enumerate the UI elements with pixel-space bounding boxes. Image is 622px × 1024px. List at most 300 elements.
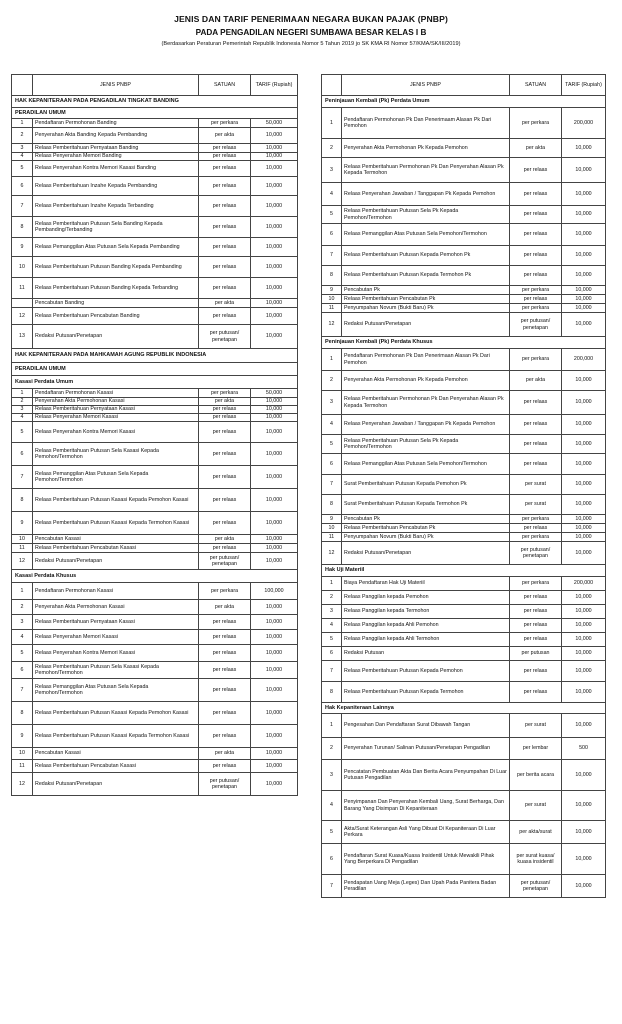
row-tarif: 10,000 [562,435,606,454]
table-row [12,196,298,217]
row-number: 9 [12,725,33,748]
row-tarif: 10,000 [562,875,606,898]
row-number: 2 [12,600,33,615]
section-row [12,349,298,363]
row-number: 3 [322,605,342,619]
row-satuan: per putusan/ penetapan [199,773,251,796]
row-number: 6 [12,662,33,679]
section-title: Hak Kepaniteraan Lainnya [322,703,606,714]
row-satuan: per relaas [199,257,251,278]
row-jenis: Relaas Penyerahan Jawaban / Tanggapan Pk Kepada Pemohon [342,183,510,206]
row-tarif: 10,000 [251,238,298,257]
row-satuan: per akta [510,139,562,158]
row-satuan: per relaas [199,196,251,217]
row-tarif: 10,000 [562,415,606,435]
left-tariff-table [11,74,297,796]
row-number: 6 [322,844,342,875]
table-row [322,619,606,633]
row-jenis: Relaas Penyerahan Kontra Memori Kasasi Banding [33,161,199,177]
row-jenis: Pencatatan Pembuatan Akta Dan Berita Acara Penyumpahan Di Luar Putusan Pengadilan [342,760,510,791]
row-jenis: Penyerahan Turunan/ Salinan Putusan/Penetapan Pengadilan [342,738,510,760]
row-tarif: 10,000 [251,760,298,773]
row-jenis: Relaas Pemberitahuan Putusan Banding Kepada Pembanding [33,257,199,278]
section-title: HAK KEPANITERAAN PADA MAHKAMAH AGUNG REPUBLIK INDONESIA [12,349,298,363]
row-tarif: 10,000 [562,371,606,391]
row-jenis: Relaas Pemberitahuan Pencabutan Kasasi [33,544,199,553]
row-jenis: Relaas Penyerahan Memori Kasasi [33,630,199,645]
row-satuan: per relaas [199,662,251,679]
row-jenis: Penyimpanan Dan Penyerahan Kembali Uang, Surat Berharga, Dan Barang Yang Disimpan Di Kepaniteraan [342,791,510,821]
row-satuan: per perkara [510,515,562,524]
header-tarif: TARIF (Rupiah) [251,75,298,96]
row-tarif: 10,000 [251,773,298,796]
row-jenis: Relaas Pemberitahuan Putusan Kepada Termohon [342,682,510,703]
row-jenis: Pendaftaran Permohonan Pk Dan Penerimaam Alasan Pk Dari Pemohon [342,108,510,139]
row-tarif: 10,000 [251,553,298,570]
row-tarif: 10,000 [251,325,298,349]
row-number: 3 [12,144,33,153]
row-number: 3 [12,615,33,630]
row-jenis: Relaas Pemberitahuan Putusan Sela Pk Kepada Pemohon/Termohon [342,435,510,454]
row-jenis: Relaas Pemanggilan Atas Putusan Sela Kepada Pembanding [33,238,199,257]
row-jenis: Relaas Pemberitahuan Pencabutan Pk [342,295,510,304]
row-number: 2 [322,738,342,760]
row-tarif: 10,000 [562,475,606,495]
row-tarif: 50,000 [251,389,298,398]
row-number: 3 [322,760,342,791]
row-jenis: Redaksi Putusan/Penetapan [342,313,510,337]
document-title: JENIS DAN TARIF PENERIMAAN NEGARA BUKAN PAJAK (PNBP) [174,14,448,24]
table-row [322,533,606,542]
row-jenis: Penyerahan Akta Permohonan Kasasi [33,398,199,406]
row-number: 2 [12,128,33,144]
document-legal-basis: (Berdasarkan Peraturan Pemerintah Republik Indonesia Nomor 5 Tahun 2019 jo SK KMA RI Nomor 57/KMA/SK/III/2019) [161,41,461,47]
row-tarif: 10,000 [251,153,298,161]
table-row [322,266,606,286]
section-title: Hak Uji Materiil [322,565,606,577]
row-jenis: Relaas Pemberitahuan Putusan Sela Kasasi Kepada Pemohon/Termohon [33,662,199,679]
header-no [12,75,33,96]
row-satuan: per relaas [510,682,562,703]
row-number: 7 [322,475,342,495]
row-satuan: per relaas [199,760,251,773]
row-satuan: per relaas [199,278,251,299]
row-number: 12 [12,773,33,796]
row-tarif: 10,000 [562,313,606,337]
row-number: 2 [12,398,33,406]
row-tarif: 10,000 [562,821,606,844]
row-number: 9 [12,512,33,535]
table-row [12,630,298,645]
row-tarif: 10,000 [562,391,606,415]
row-number: 4 [322,415,342,435]
table-row [12,257,298,278]
row-satuan: per relaas [510,246,562,266]
row-tarif: 10,000 [562,206,606,224]
row-satuan: per relaas [199,422,251,443]
row-tarif: 10,000 [562,224,606,246]
row-tarif: 10,000 [251,299,298,308]
document-court-title: PADA PENGADILAN NEGERI SUMBAWA BESAR KELAS I B [195,28,427,37]
row-satuan: per perkara [510,349,562,371]
row-jenis: Relaas Penyerahan Memori Kasasi [33,414,199,422]
right-tariff-table [321,74,605,898]
table-row [322,286,606,295]
row-satuan: per relaas [510,524,562,533]
row-satuan: per lembar [510,738,562,760]
row-jenis: Pencabutan Kasasi [33,748,199,760]
row-number: 7 [12,196,33,217]
row-satuan: per relaas [199,615,251,630]
table-row [322,495,606,515]
row-number: 6 [322,647,342,661]
row-tarif: 10,000 [251,422,298,443]
section-row [12,376,298,389]
row-jenis: Pendapatan Uang Meja (Leges) Dan Upah Pada Panitera Badan Peradilan [342,875,510,898]
row-tarif: 10,000 [562,515,606,524]
row-number: 12 [12,553,33,570]
table-row [12,177,298,196]
row-number: 5 [322,821,342,844]
row-jenis: Pendaftaran Permohonan Pk Dan Penerimaan Alasan Pk Dari Pemohon [342,349,510,371]
row-number: 8 [322,682,342,703]
row-number: 6 [322,224,342,246]
row-satuan: per relaas [510,661,562,682]
table-row [12,389,298,398]
row-jenis: Relaas Pemberitahuan Putusan Kasasi Kepada Pemohon Kasasi [33,489,199,512]
row-number: 10 [12,535,33,544]
table-row [12,308,298,325]
row-jenis: Pendaftaran Permohonan Banding [33,119,199,128]
table-row [322,454,606,475]
row-satuan: per putusan/ penetapan [510,542,562,565]
row-number: 5 [12,422,33,443]
row-satuan: per relaas [510,224,562,246]
row-tarif: 10,000 [251,600,298,615]
row-jenis: Relaas Pemberitahuan Putusan Kepada Pemohon Pk [342,246,510,266]
table-row [322,313,606,337]
row-jenis: Relaas Panggilan kepada Ahli Termohon [342,633,510,647]
row-satuan: per relaas [199,238,251,257]
row-tarif: 10,000 [251,725,298,748]
row-tarif: 10,000 [251,217,298,238]
section-title: PERADILAN UMUM [12,363,298,376]
row-tarif: 10,000 [562,295,606,304]
table-row [12,725,298,748]
row-jenis: Relaas Pemberitahuan Pencabutan Pk [342,524,510,533]
row-satuan: per surat kuasa/ kuasa insidentil [510,844,562,875]
row-satuan: per relaas [199,308,251,325]
row-number: 4 [322,183,342,206]
row-jenis: Relaas Pemberitahuan Permohonan Pk Dan Penyerahan Alasan Pk Kepada Termohon [342,391,510,415]
row-satuan: per relaas [199,217,251,238]
row-satuan: per relaas [510,295,562,304]
row-jenis: Penyerahan Akta Permohonan Pk Kepada Pemohon [342,371,510,391]
row-tarif: 10,000 [251,512,298,535]
table-row [12,702,298,725]
row-tarif: 10,000 [562,844,606,875]
row-jenis: Relaas Pemberitahuan Putusan Sela Kasasi Kepada Pemohon/Termohon [33,443,199,466]
row-number: 4 [12,630,33,645]
header-satuan: SATUAN [199,75,251,96]
table-row [12,544,298,553]
row-number: 4 [12,414,33,422]
row-jenis: Relaas Pemberitahuan Putusan Banding Kepada Terbanding [33,278,199,299]
section-row [322,565,606,577]
row-number: 10 [12,748,33,760]
row-tarif: 10,000 [562,760,606,791]
row-tarif: 10,000 [562,542,606,565]
row-satuan: per relaas [510,619,562,633]
row-satuan: per perkara [510,533,562,542]
row-jenis: Relaas Pemberitahuan Pernyataan Banding [33,144,199,153]
row-tarif: 10,000 [251,662,298,679]
table-row [12,414,298,422]
table-row [12,422,298,443]
table-row [322,633,606,647]
table-row [12,600,298,615]
row-satuan: per relaas [199,406,251,414]
row-satuan: per relaas [510,454,562,475]
row-tarif: 10,000 [562,605,606,619]
table-row [12,325,298,349]
row-tarif: 10,000 [251,161,298,177]
table-row [12,278,298,299]
row-satuan: per putusan/ penetapan [510,313,562,337]
table-row [322,591,606,605]
row-jenis: Pencabutan Pk [342,515,510,524]
row-satuan: per relaas [199,161,251,177]
row-jenis: Surat Pemberitahuan Putusan Kepada Pemohon Pk [342,475,510,495]
row-number: 8 [12,702,33,725]
row-satuan: per relaas [510,435,562,454]
row-satuan: per surat [510,495,562,515]
table-header-row [322,75,606,96]
row-tarif: 100,000 [251,583,298,600]
table-row [12,489,298,512]
row-tarif: 10,000 [251,308,298,325]
row-satuan: per relaas [199,544,251,553]
row-satuan: per relaas [199,512,251,535]
row-number: 8 [322,495,342,515]
table-row [322,224,606,246]
row-satuan: per akta [199,299,251,308]
row-satuan: per putusan/ penetapan [199,325,251,349]
row-jenis: Redaksi Putusan/Penetapan [33,325,199,349]
row-satuan: per putusan/ penetapan [199,553,251,570]
table-row [12,406,298,414]
row-number: 5 [322,435,342,454]
row-number: 4 [322,791,342,821]
table-row [322,435,606,454]
header-jenis: JENIS PNBP [342,75,510,96]
row-number: 9 [322,286,342,295]
row-jenis: Relaas Penyerahan Kontra Memori Kasasi [33,422,199,443]
row-satuan: per relaas [510,591,562,605]
row-number: 5 [12,161,33,177]
table-row [322,760,606,791]
row-jenis: Relaas Panggilan kepada Pemohon [342,591,510,605]
row-tarif: 10,000 [251,466,298,489]
table-row [322,108,606,139]
row-satuan: per surat [510,791,562,821]
row-number: 3 [322,158,342,183]
section-title: Peninjauan Kembali (Pk) Perdata Khusus [322,337,606,349]
section-row [322,96,606,108]
row-satuan: per perkara [510,577,562,591]
row-tarif: 10,000 [562,791,606,821]
table-row [12,443,298,466]
table-row [12,144,298,153]
table-row [12,398,298,406]
row-jenis: Relaas Pemanggilan Atas Putusan Sela Pemohon/Termohon [342,224,510,246]
row-satuan: per relaas [199,489,251,512]
row-number: 7 [12,679,33,702]
row-number: 5 [322,206,342,224]
row-satuan: per relaas [510,266,562,286]
table-row [12,535,298,544]
table-row [322,542,606,565]
row-satuan: per akta/surat [510,821,562,844]
row-tarif: 10,000 [562,647,606,661]
row-tarif: 10,000 [251,128,298,144]
row-number: 10 [12,257,33,278]
row-tarif: 10,000 [562,682,606,703]
row-tarif: 10,000 [251,398,298,406]
row-number: 8 [12,217,33,238]
row-tarif: 10,000 [562,454,606,475]
section-row [12,570,298,583]
table-row [322,304,606,313]
row-jenis: Relaas Pemberitahuan Putusan Sela Pk Kepada Pemohon/Termohon [342,206,510,224]
row-number: 6 [322,454,342,475]
row-number: 12 [322,542,342,565]
row-satuan: per relaas [510,633,562,647]
table-row [322,647,606,661]
row-number: 11 [12,760,33,773]
row-number [12,299,33,308]
row-jenis: Relaas Pemberitahuan Inzahe Kepada Terbanding [33,196,199,217]
row-number: 9 [12,238,33,257]
row-number: 12 [322,313,342,337]
row-tarif: 10,000 [562,183,606,206]
table-row [12,760,298,773]
row-jenis: Pendaftaran Permohonan Kasasi [33,583,199,600]
section-title: Kasasi Perdata Khusus [12,570,298,583]
row-jenis: Redaksi Putusan [342,647,510,661]
row-satuan: per relaas [199,466,251,489]
table-row [322,714,606,738]
row-tarif: 10,000 [562,533,606,542]
table-row [322,875,606,898]
row-jenis: Relaas Pemberitahuan Putusan Kasasi Kepada Termohon Kasasi [33,512,199,535]
row-jenis: Relaas Penyerahan Kontra Memori Kasasi [33,645,199,662]
row-tarif: 10,000 [251,645,298,662]
row-number: 1 [12,583,33,600]
row-number: 4 [12,153,33,161]
row-satuan: per relaas [199,443,251,466]
row-tarif: 10,000 [562,304,606,313]
row-satuan: per relaas [510,183,562,206]
row-number: 1 [12,389,33,398]
right-table-body [322,96,606,898]
row-jenis: Redaksi Putusan/Penetapan [33,773,199,796]
header-no [322,75,342,96]
row-tarif: 10,000 [562,591,606,605]
row-number: 5 [12,645,33,662]
row-satuan: per relaas [199,177,251,196]
row-jenis: Pencabutan Kasasi [33,535,199,544]
row-tarif: 10,000 [251,278,298,299]
table-row [322,524,606,533]
row-tarif: 10,000 [251,544,298,553]
table-row [12,679,298,702]
row-satuan: per relaas [199,144,251,153]
section-row [12,96,298,108]
row-tarif: 10,000 [251,489,298,512]
section-row [322,703,606,714]
table-row [12,615,298,630]
table-row [322,475,606,495]
section-title: PERADILAN UMUM [12,108,298,119]
row-satuan: per relaas [199,702,251,725]
row-jenis: Relaas Panggilan kepada Termohon [342,605,510,619]
table-row [322,371,606,391]
section-title: Peninjauan Kembali (Pk) Perdata Umum [322,96,606,108]
table-row [322,844,606,875]
table-row [322,738,606,760]
row-tarif: 10,000 [562,633,606,647]
row-jenis: Relaas Penyerahan Jawaban / Tanggapan Pk Kepada Pemohon [342,415,510,435]
table-row [322,206,606,224]
row-satuan: per akta [199,535,251,544]
table-row [322,391,606,415]
row-number: 9 [322,515,342,524]
row-number: 1 [322,714,342,738]
row-jenis: Penyumpahan Novum (Bukti Baru) Pk [342,304,510,313]
row-tarif: 10,000 [251,702,298,725]
row-tarif: 10,000 [251,535,298,544]
row-satuan: per perkara [199,119,251,128]
table-row [322,605,606,619]
row-satuan: per relaas [510,391,562,415]
row-satuan: per akta [199,398,251,406]
row-number: 1 [12,119,33,128]
table-row [322,682,606,703]
row-number: 2 [322,139,342,158]
row-tarif: 10,000 [562,246,606,266]
row-number: 12 [12,308,33,325]
row-jenis: Relaas Pemberitahuan Putusan Kepada Termohon Pk [342,266,510,286]
table-header-row [12,75,298,96]
section-row [12,108,298,119]
table-row [322,821,606,844]
table-row [322,295,606,304]
row-satuan: per relaas [199,414,251,422]
row-tarif: 10,000 [251,679,298,702]
row-tarif: 10,000 [251,406,298,414]
row-tarif: 10,000 [251,630,298,645]
row-satuan: per surat [510,475,562,495]
row-number: 11 [322,304,342,313]
row-satuan: per relaas [510,605,562,619]
row-number: 13 [12,325,33,349]
row-jenis: Relaas Pemberitahuan Putusan Kepada Pemohon [342,661,510,682]
row-number: 10 [322,524,342,533]
table-row [322,515,606,524]
row-tarif: 10,000 [562,286,606,295]
row-jenis: Penyumpahan Novum (Bukti Baru) Pk [342,533,510,542]
